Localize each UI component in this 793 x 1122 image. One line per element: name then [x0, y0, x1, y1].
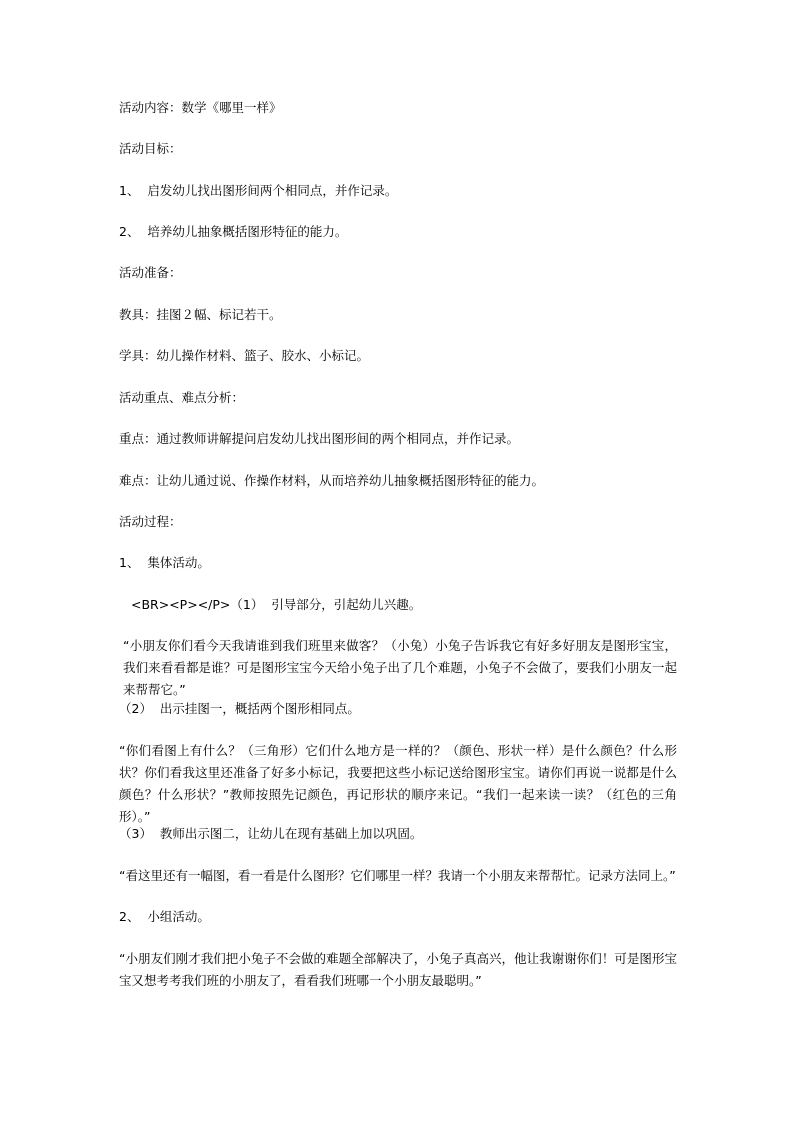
activity-process-heading: 活动过程： [119, 514, 182, 529]
teaching-materials-line: 教具：挂图２幅、标记若干。 [119, 307, 282, 322]
dialogue-paragraph-1: “小朋友你们看今天我请谁到我们班里来做客？（小兔）小兔子告诉我它有好多好朋友是图形宝宝，我们来看看都是谁？可是图形宝宝今天给小兔子出了几个难题，小兔子不会做了，要我们小朋友一起来帮帮它。” [123, 638, 677, 697]
goal-item-1: 1、 启发幼儿找出图形间两个相同点，并作记录。 [119, 183, 398, 198]
subsection-2-line: （2） 出示挂图一，概括两个图形相同点。 [119, 701, 360, 716]
goal-item-2: 2、 培养幼儿抽象概括图形特征的能力。 [119, 224, 348, 239]
learning-materials-line: 学具：幼儿操作材料、篮子、胶水、小标记。 [119, 348, 370, 363]
intro-subsection: <BR><P></P>（1） 引导部分，引起幼儿兴趣。 [131, 597, 422, 612]
key-difficult-points-heading: 活动重点、难点分析： [119, 390, 245, 405]
small-group-activity-line: 2、 小组活动。 [119, 909, 210, 924]
dialogue-paragraph-2: “你们看图上有什么？（三角形）它们什么地方是一样的？（颜色、形状一样）是什么颜色？什么形状？你们看我这里还准备了好多小标记，我要把这些小标记送给图形宝宝。请你们再说一说都是什么颜色？什么形状？”教师按照先记颜色，再记形状的顺序来记。“我们一起来读一读？（红色的三角形）。” [119, 743, 677, 824]
dialogue-paragraph-3: “看这里还有一幅图，看一看是什么图形？它们哪里一样？我请一个小朋友来帮帮忙。记录方法同上。” [119, 868, 676, 883]
activity-content-line: 活动内容：数学《哪里一样》 [119, 100, 282, 115]
activity-goals-heading: 活动目标： [119, 141, 182, 156]
dialogue-paragraph-4: “小朋友们刚才我们把小兔子不会做的难题全部解决了，小兔子真高兴，他让我谢谢你们！可是图形宝宝又想考考我们班的小朋友了，看看我们班哪一个小朋友最聪明。” [119, 951, 677, 988]
subsection-3-line: （3） 教师出示图二，让幼儿在现有基础上加以巩固。 [119, 826, 423, 841]
activity-preparation-heading: 活动准备： [119, 265, 182, 280]
difficult-point-line: 难点：让幼儿通过说、作操作材料，从而培养幼儿抽象概括图形特征的能力。 [119, 473, 545, 488]
group-activity-item-1: 1、 集体活动。 [119, 555, 210, 570]
key-point-line: 重点：通过教师讲解提问启发幼儿找出图形间的两个相同点，并作记录。 [119, 431, 520, 446]
